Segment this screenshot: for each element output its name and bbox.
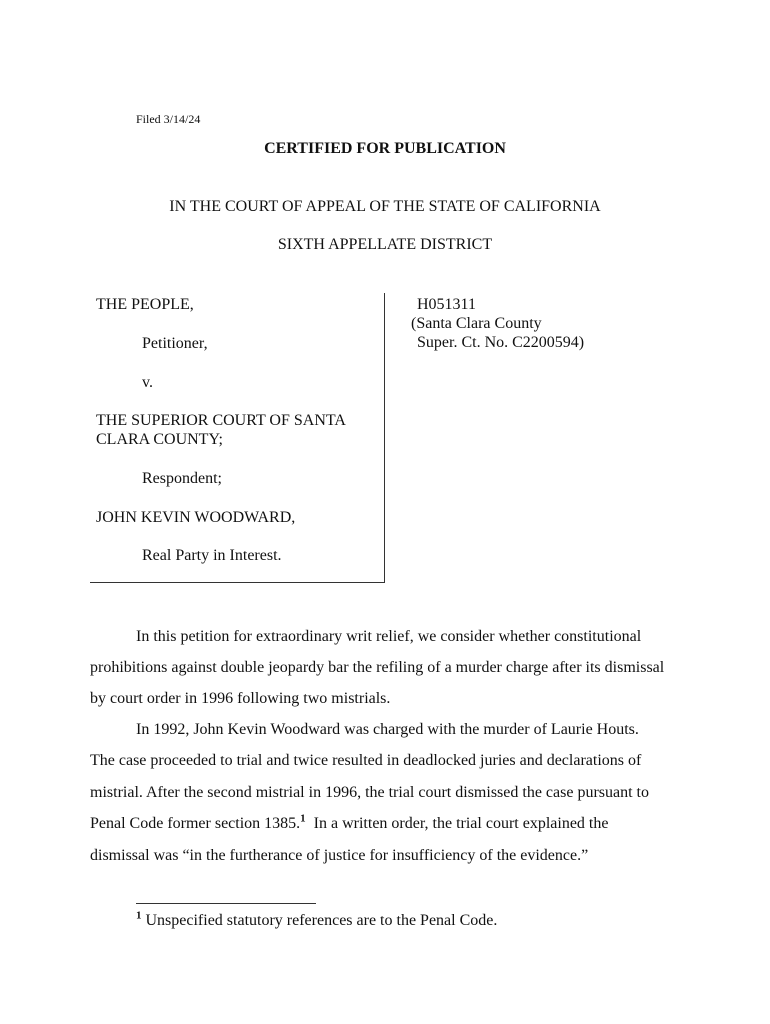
para2-line2: The case proceeded to trial and twice resulted in deadlocked juries and declarations of	[90, 752, 642, 769]
para2-line5: dismissal was “in the furtherance of justice for insufficiency of the evidence.”	[90, 847, 589, 864]
para1-line3: by court order in 1996 following two mistrials.	[90, 690, 391, 707]
para2-line3: mistrial. After the second mistrial in 1996, the trial court dismissed the case pursuant to	[90, 784, 649, 801]
para2-line4	[90, 812, 670, 833]
party-woodward: JOHN KEVIN WOODWARD,	[96, 509, 296, 526]
footnote-text: Unspecified statutory references are to the Penal Code.	[145, 912, 498, 929]
footnote	[136, 909, 498, 930]
role-respondent: Respondent;	[142, 470, 222, 487]
para1-line1: In this petition for extraordinary writ relief, we consider whether constitutional	[136, 628, 642, 645]
para2-line4-start: Penal Code former section 1385.	[90, 815, 301, 832]
role-petitioner: Petitioner,	[142, 335, 208, 352]
party-superior-court-line2: CLARA COUNTY;	[96, 431, 223, 448]
county-line: (Santa Clara County	[411, 315, 542, 332]
caption-horizontal-rule	[90, 582, 385, 583]
para2-line1: In 1992, John Kevin Woodward was charged with the murder of Laurie Houts.	[136, 721, 639, 738]
party-people: THE PEOPLE,	[96, 296, 194, 313]
role-real-party: Real Party in Interest.	[142, 547, 282, 564]
party-superior-court-line1: THE SUPERIOR COURT OF SANTA	[96, 412, 346, 429]
caption-vertical-rule	[384, 293, 385, 583]
versus: v.	[142, 374, 153, 391]
district-name: SIXTH APPELLATE DISTRICT	[277, 236, 493, 253]
para2-line4-end: In a written order, the trial court explained the	[313, 815, 609, 832]
footnote-ref[interactable]: 1	[300, 812, 306, 825]
case-number: H051311	[417, 296, 476, 313]
superior-court-number: Super. Ct. No. C2200594)	[417, 334, 585, 351]
court-name: IN THE COURT OF APPEAL OF THE STATE OF CALIFORNIA	[169, 198, 601, 215]
footnote-number: 1	[136, 909, 142, 922]
filed-date: Filed 3/14/24	[136, 112, 201, 126]
para1-line2: prohibitions against double jeopardy bar the refiling of a murder charge after its dismissal	[90, 659, 665, 676]
footnote-rule	[136, 903, 316, 904]
certified-heading: CERTIFIED FOR PUBLICATION	[264, 140, 506, 157]
